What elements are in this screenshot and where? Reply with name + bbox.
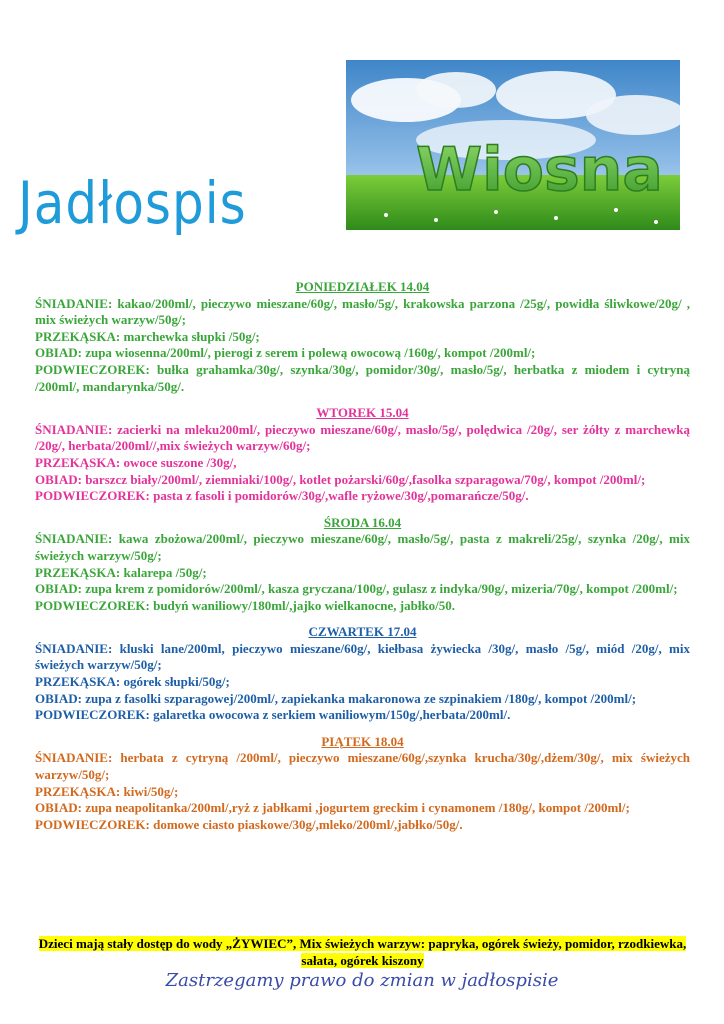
day-title: PIĄTEK 18.04 <box>321 733 404 749</box>
day-title: ŚRODA 16.04 <box>323 514 402 530</box>
meal-line: PRZEKĄSKA: owoce suszone /30g/, <box>35 454 237 470</box>
day-title: WTOREK 15.04 <box>316 405 409 421</box>
day-section-tuesday <box>35 405 690 505</box>
meal-line: PODWIECZOREK: budyń waniliowy/180ml/,jajko wielkanocne, jabłko/50. <box>35 597 456 613</box>
banner-word: Wiosna <box>416 135 663 205</box>
meal-line: PODWIECZOREK: bułka grahamka/30g/, szynka/30g/, pomidor/30g/, masło/5g/, herbatka z miodem i cytryną /200ml/, mandarynka/50g/. <box>35 361 690 394</box>
water-notice <box>35 936 690 969</box>
meal-line: ŚNIADANIE: zacierki na mleku200ml/, pieczywo mieszane/60g/, masło/5g/, polędwica /20g/, ser żółty z marchewką /20g/, herbata/200ml//,mix świeżych warzyw/60g/; <box>35 421 690 454</box>
meal-line: OBIAD: zupa krem z pomidorów/200ml/, kasza gryczana/100g/, gulasz z indyka/90g/, mizeria/70g/, kompot /200ml/; <box>35 581 678 597</box>
meal-line: OBIAD: zupa neapolitanka/200ml/,ryż z jabłkami ,jogurtem greckim i cynamonem /180g/, kompot /200ml/; <box>35 800 630 816</box>
meal-line: OBIAD: zupa wiosenna/200ml/, pierogi z serem i polewą owocową /160g/, kompot /200ml/; <box>35 345 536 361</box>
meal-line: ŚNIADANIE: kluski lane/200ml, pieczywo mieszane/60g/, kiełbasa żywiecka /30g/, masło /5g/, miód /20g/, mix świeżych warzyw/50g/; <box>35 640 690 673</box>
meal-line: OBIAD: zupa z fasolki szparagowej/200ml/, zapiekanka makaronowa ze szpinakiem /180g/, kompot /200ml/; <box>35 690 637 706</box>
meal-line: PRZEKĄSKA: ogórek słupki/50g/; <box>35 674 230 690</box>
day-section-wednesday <box>35 515 690 615</box>
day-title: PONIEDZIAŁEK 14.04 <box>295 279 430 294</box>
meal-line: PODWIECZOREK: pasta z fasoli i pomidorów/30g/,wafle ryżowe/30g/,pomarańcze/50g/. <box>35 488 529 504</box>
meal-line: PRZEKĄSKA: kiwi/50g/; <box>35 783 179 799</box>
day-section-friday <box>35 734 690 834</box>
meal-line: ŚNIADANIE: kakao/200ml/, pieczywo mieszane/60g/, masło/5g/, krakowska parzona /25g/, powidła śliwkowe/20g/ , mix świeżych warzyw/50g/; <box>35 295 690 328</box>
meal-line: PODWIECZOREK: domowe ciasto piaskowe/30g/,mleko/200ml/,jabłko/50g/. <box>35 816 463 832</box>
meal-line: PRZEKĄSKA: marchewka słupki /50g/; <box>35 328 260 344</box>
page-title: Jadłospis <box>18 170 247 237</box>
weekly-menu <box>35 279 690 843</box>
meal-line: PODWIECZOREK: galaretka owocowa z serkiem waniliowym/150g/,herbata/200ml/. <box>35 707 511 723</box>
day-section-monday <box>35 279 690 395</box>
day-title: CZWARTEK 17.04 <box>308 624 417 640</box>
meal-line: OBIAD: barszcz biały/200ml/, ziemniaki/100g/, kotlet pożarski/60g/,fasolka szparagowa/70g/, kompot /200ml/; <box>35 471 646 487</box>
meal-line: PRZEKĄSKA: kalarepa /50g/; <box>35 564 207 580</box>
meal-line: ŚNIADANIE: kawa zbożowa/200ml/, pieczywo mieszane/60g/, masło/5g/, pasta z makreli/25g/, szynka /20g/, mix świeżych warzyw/50g/; <box>35 531 690 563</box>
footer-disclaimer: Zastrzegamy prawo do zmian w jadłospisie <box>165 970 559 991</box>
spring-banner-image <box>346 60 680 230</box>
day-section-thursday <box>35 624 690 724</box>
water-notice-text: Dzieci mają stały dostęp do wody „ŻYWIEC”, Mix świeżych warzyw: papryka, ogórek świeży, pomidor, rzodkiewka, sałata, ogórek kiszony <box>38 936 687 968</box>
meal-line: ŚNIADANIE: herbata z cytryną /200ml/, pieczywo mieszane/60g/,szynka krucha/30g/,dżem/30g/, mix świeżych warzyw/50g/; <box>35 750 690 783</box>
